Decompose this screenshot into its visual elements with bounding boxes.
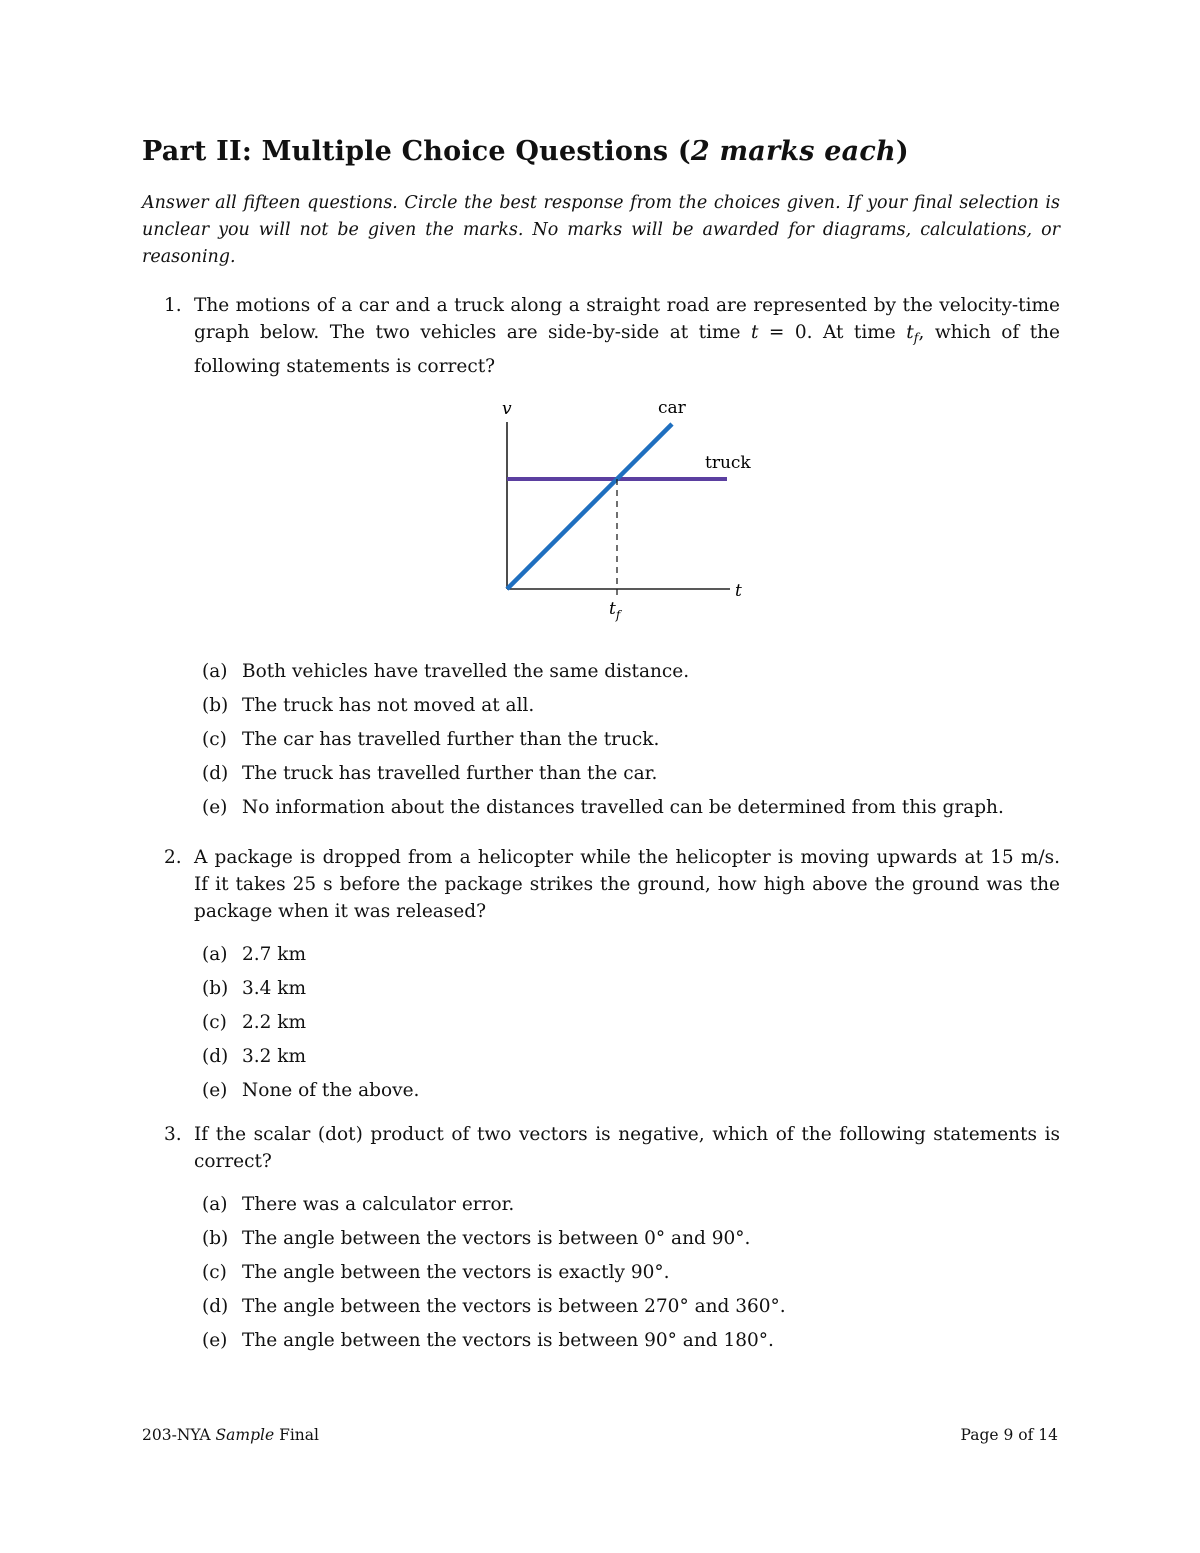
x-axis-label: t	[735, 581, 742, 601]
option-d[interactable]: (d) The truck has travelled further than the car.	[202, 763, 658, 784]
question-text: If the scalar (dot) product of two vectors is negative, which of the following statements is correct?	[194, 1124, 1060, 1172]
option-b[interactable]: (b) The truck has not moved at all.	[202, 695, 535, 716]
option-c[interactable]: (c) The car has travelled further than the truck.	[202, 729, 660, 750]
option-d[interactable]: (d) 3.2 km	[202, 1046, 307, 1067]
series-car-line	[507, 424, 672, 589]
question-text: The motions of a car and a truck along a straight road are represented by the velocity-time graph below. The two vehicles are side-by-side at time t = 0. At time $t_f$, which of the following statements is correct?	[194, 295, 1061, 377]
velocity-time-graph	[490, 392, 770, 632]
question-text: A package is dropped from a helicopter while the helicopter is moving upwards at 15 m/s. If it takes 25 s before the package strikes the ground, how high above the ground was the package when it was released?	[194, 847, 1060, 922]
series-truck-label: truck	[705, 453, 751, 473]
option-c[interactable]: (c) 2.2 km	[202, 1012, 307, 1033]
option-e[interactable]: (e) None of the above.	[202, 1080, 420, 1101]
question-2	[142, 844, 1060, 925]
option-b[interactable]: (b) The angle between the vectors is between 0° and 90°.	[202, 1228, 751, 1249]
series-car-label: car	[658, 398, 686, 418]
question-2-options	[202, 938, 419, 1108]
footer-course: 203-NYA Sample Final	[142, 1426, 319, 1444]
page-title: Part II: Multiple Choice Questions (2 marks each)	[142, 136, 909, 167]
y-axis-label: v	[502, 399, 512, 419]
footer-page-number: Page 9 of 14	[960, 1426, 1058, 1444]
option-b[interactable]: (b) 3.4 km	[202, 978, 307, 999]
question-1-options	[202, 655, 1004, 825]
question-3-options	[202, 1188, 786, 1358]
option-e[interactable]: (e) The angle between the vectors is between 90° and 180°.	[202, 1330, 774, 1351]
question-number: 1.	[164, 295, 182, 316]
question-number: 2.	[164, 847, 182, 868]
instructions: Answer all fifteen questions. Circle the best response from the choices given. If your final selection is unclear you will not be given the marks. No marks will be awarded for diagrams, calculations, or reasoning.	[142, 193, 1060, 267]
question-3	[142, 1121, 1060, 1175]
question-1	[142, 292, 1060, 380]
option-a[interactable]: (a) Both vehicles have travelled the same distance.	[202, 661, 690, 682]
question-number: 3.	[164, 1124, 182, 1145]
option-c[interactable]: (c) The angle between the vectors is exactly 90°.	[202, 1262, 670, 1283]
option-a[interactable]: (a) 2.7 km	[202, 944, 307, 965]
option-d[interactable]: (d) The angle between the vectors is between 270° and 360°.	[202, 1296, 786, 1317]
tf-tick-label: $t_f$	[609, 599, 621, 622]
option-e[interactable]: (e) No information about the distances travelled can be determined from this graph.	[202, 797, 1004, 818]
option-a[interactable]: (a) There was a calculator error.	[202, 1194, 515, 1215]
